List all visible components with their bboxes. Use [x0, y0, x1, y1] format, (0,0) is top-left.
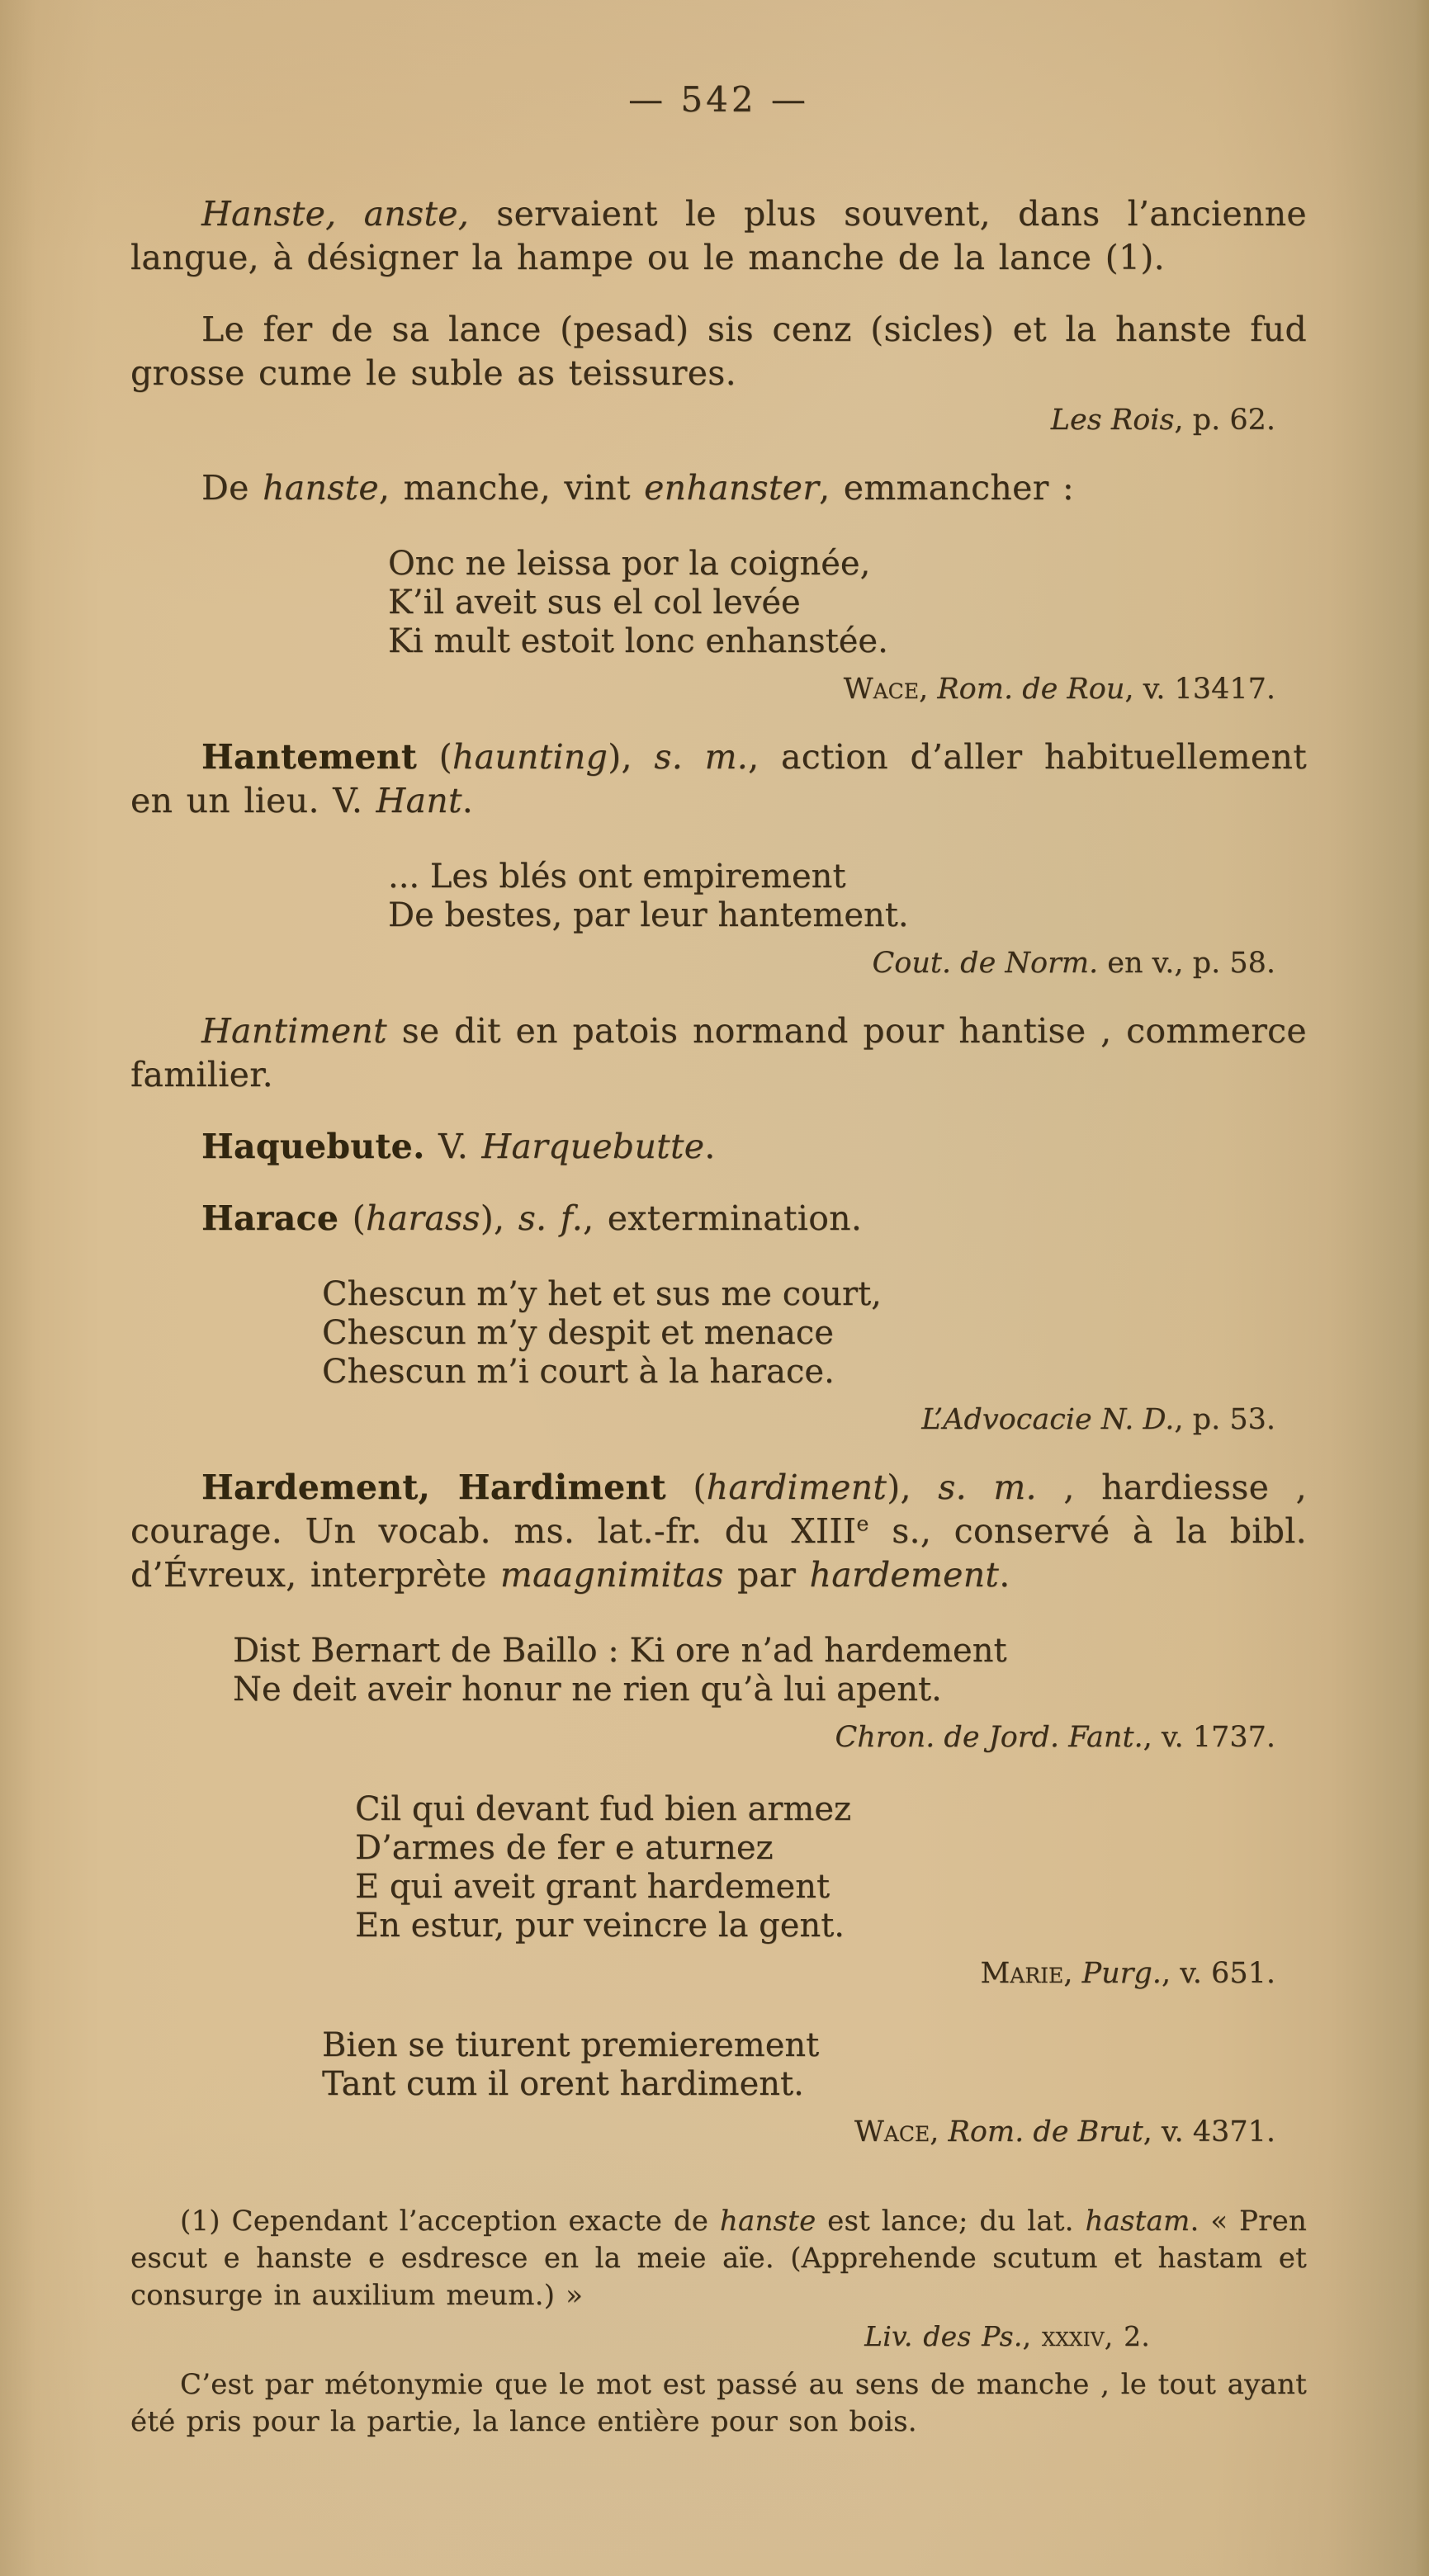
- cited-verse: , v. 651.: [1161, 1957, 1275, 1990]
- entry-hardement: [130, 1466, 1307, 1597]
- text-run: De: [201, 468, 263, 508]
- cross-reference: Hant: [376, 781, 462, 820]
- text-run: . « Pren escut e hanste e esdresce en la meie aïe. (Apprehende scutum et hastam et consurge in auxilium meum.) »: [130, 2205, 1307, 2312]
- text-run: ,: [930, 2115, 949, 2148]
- italic-term: enhanster: [644, 468, 820, 508]
- text-run: , manche, vint: [378, 468, 645, 508]
- text-run: ,: [1063, 1957, 1082, 1990]
- verse-rom-de-rou: [388, 545, 1307, 661]
- intro-paragraph: [130, 192, 1307, 280]
- italic-term: Hantiment: [201, 1011, 387, 1051]
- cited-verse: , v. 13417.: [1124, 673, 1275, 706]
- citation-les-rois: [130, 402, 1307, 438]
- text-run: (: [338, 1198, 366, 1238]
- paragraph-enhanster: [130, 466, 1307, 510]
- verse-line: Chescun m’i court à la harace.: [322, 1353, 835, 1391]
- verse-line: De bestes, par leur hantement.: [388, 896, 909, 934]
- footnote-paragraph-2: [130, 2366, 1307, 2441]
- cross-reference: Harquebutte: [481, 1127, 705, 1166]
- cited-work: Cout. de Norm.: [872, 947, 1099, 980]
- text-run: , emmancher :: [819, 468, 1075, 508]
- footnote: [130, 2203, 1307, 2441]
- verse-marie-purgatoire: [355, 1790, 1307, 1945]
- citation-jordan-fantosme: [130, 1719, 1307, 1756]
- footnote-citation: [130, 2318, 1307, 2355]
- cited-work: Les Rois: [1050, 404, 1175, 437]
- verse-rom-de-brut: [322, 2026, 1307, 2104]
- verse-line: D’armes de fer e aturnez: [355, 1829, 774, 1867]
- cited-work: L’Advocacie N. D.: [921, 1403, 1175, 1436]
- cited-verse: , 2.: [1104, 2320, 1150, 2352]
- cited-chapter: xxxiv: [1041, 2320, 1105, 2352]
- cited-work: Rom. de Brut: [948, 2115, 1143, 2148]
- text-run: (1) Cependant l’acception exacte de: [180, 2205, 720, 2238]
- headword-hardement: Hardement, Hardiment: [201, 1468, 666, 1507]
- cited-author: Wace: [854, 2115, 930, 2148]
- verse-line: Ki mult estoit lonc enhanstée.: [388, 622, 888, 660]
- citation-rom-de-rou: [130, 671, 1307, 707]
- cited-author: Marie: [980, 1957, 1064, 1990]
- italic-term: hanste: [719, 2205, 816, 2238]
- text-run: .: [999, 1555, 1010, 1595]
- quotation-les-rois: [130, 308, 1307, 395]
- superscript-ordinal: e: [856, 1510, 869, 1536]
- paragraph-hantiment: [130, 1009, 1307, 1097]
- intro-text: servaient le plus souvent, dans l’ancienne langue, à désigner la hampe ou le manche de la lance (1).: [130, 194, 1307, 277]
- cited-work: Chron. de Jord. Fant.: [835, 1721, 1143, 1754]
- page-number: — 542 —: [628, 79, 809, 120]
- footnote-paragraph-1: [130, 2203, 1307, 2314]
- verse-line: E qui aveit grant hardement: [355, 1868, 830, 1906]
- verse-line: Bien se tiurent premierement: [322, 2026, 820, 2064]
- text-run: ),: [480, 1198, 518, 1238]
- quotation-text: Le fer de sa lance (pesad) sis cenz (sicles) et la hanste fud grosse cume le suble as teissures.: [130, 310, 1307, 393]
- text-run: V.: [424, 1127, 482, 1166]
- cited-author: Wace: [843, 673, 920, 706]
- cited-work: Purg.: [1081, 1957, 1162, 1990]
- text-run: ),: [887, 1468, 939, 1507]
- cited-verse: , v. 1737.: [1143, 1721, 1275, 1754]
- verse-line: Chescun m’y despit et menace: [322, 1314, 834, 1352]
- verse-line: En estur, pur veincre la gent.: [355, 1907, 845, 1945]
- headword-hantement: Hantement: [201, 737, 418, 777]
- italic-term: hastam: [1085, 2205, 1190, 2238]
- italic-gloss: haunting: [452, 737, 608, 777]
- text-run: s., conservé à la bibl. d’Évreux, interprète: [130, 1511, 1307, 1595]
- text-run: (: [665, 1468, 707, 1507]
- text-run: est lance; du lat.: [816, 2205, 1086, 2238]
- citation-advocacie: [130, 1401, 1307, 1438]
- entry-haquebute: [130, 1125, 1307, 1169]
- cited-verse: , v. 4371.: [1143, 2115, 1275, 2148]
- cited-page: en v., p. 58.: [1098, 947, 1275, 980]
- headword-haquebute: Haquebute.: [201, 1127, 425, 1166]
- entry-hantement: [130, 735, 1307, 823]
- text-run: .: [461, 781, 474, 820]
- cited-page: , p. 53.: [1174, 1403, 1275, 1436]
- text-block: [130, 79, 1307, 2444]
- italic-term: hanste: [263, 468, 379, 508]
- verse-jordan-fantosme: [233, 1632, 1307, 1709]
- italic-gloss: harass: [365, 1198, 480, 1238]
- verse-line: Ne deit aveir honur ne rien qu’à lui apent.: [233, 1671, 942, 1709]
- entry-harace: [130, 1197, 1307, 1241]
- verse-line: Cil qui devant fud bien armez: [355, 1790, 852, 1828]
- cited-work: Liv. des Ps.: [864, 2320, 1023, 2352]
- text-run: ),: [608, 737, 655, 777]
- headterm-hanste-anste: Hanste, anste,: [201, 194, 470, 234]
- text-run: C’est par métonymie que le mot est passé au sens de manche , le tout ayant été pris pour la partie, la lance entière pour son bois.: [130, 2368, 1307, 2438]
- verse-line: K’il aveit sus el col levée: [388, 584, 801, 622]
- headword-harace: Harace: [201, 1198, 339, 1238]
- grammar-label: s. f.: [518, 1198, 584, 1238]
- cited-page: , p. 62.: [1174, 404, 1275, 437]
- cited-work: Rom. de Rou: [937, 673, 1125, 706]
- text-run: ,: [919, 673, 938, 706]
- verse-line: ... Les blés ont empirement: [388, 858, 846, 896]
- text-run: se dit en patois normand pour hantise , commerce familier.: [130, 1011, 1307, 1094]
- citation-marie-purgatoire: [130, 1955, 1307, 1992]
- text-run: .: [704, 1127, 716, 1166]
- text-run: ,: [1022, 2320, 1042, 2352]
- text-run: , hardiesse , courage. Un vocab. ms. lat.-fr. du XIII: [130, 1468, 1307, 1551]
- verse-line: Tant cum il orent hardiment.: [322, 2065, 804, 2103]
- text-run: , extermination.: [583, 1198, 863, 1238]
- citation-rom-de-brut: [130, 2114, 1307, 2150]
- italic-gloss: hardiment: [706, 1468, 887, 1507]
- grammar-label: s. m.: [938, 1468, 1037, 1507]
- citation-cout-de-norm: [130, 945, 1307, 981]
- verse-line: Onc ne leissa por la coignée,: [388, 545, 871, 583]
- verse-line: Dist Bernart de Baillo : Ki ore n’ad hardement: [233, 1632, 1007, 1670]
- text-run: par: [723, 1555, 810, 1595]
- italic-term: maagnimitas: [499, 1555, 724, 1595]
- text-run: , action d’aller habituellement en un lieu. V.: [130, 737, 1307, 820]
- verse-line: Chescun m’y het et sus me court,: [322, 1275, 882, 1313]
- verse-advocacie: [322, 1275, 1307, 1392]
- verse-cout-de-norm: [388, 858, 1307, 935]
- italic-term: hardement: [809, 1555, 1000, 1595]
- text-run: (: [417, 737, 452, 777]
- grammar-label: s. m.: [654, 737, 749, 777]
